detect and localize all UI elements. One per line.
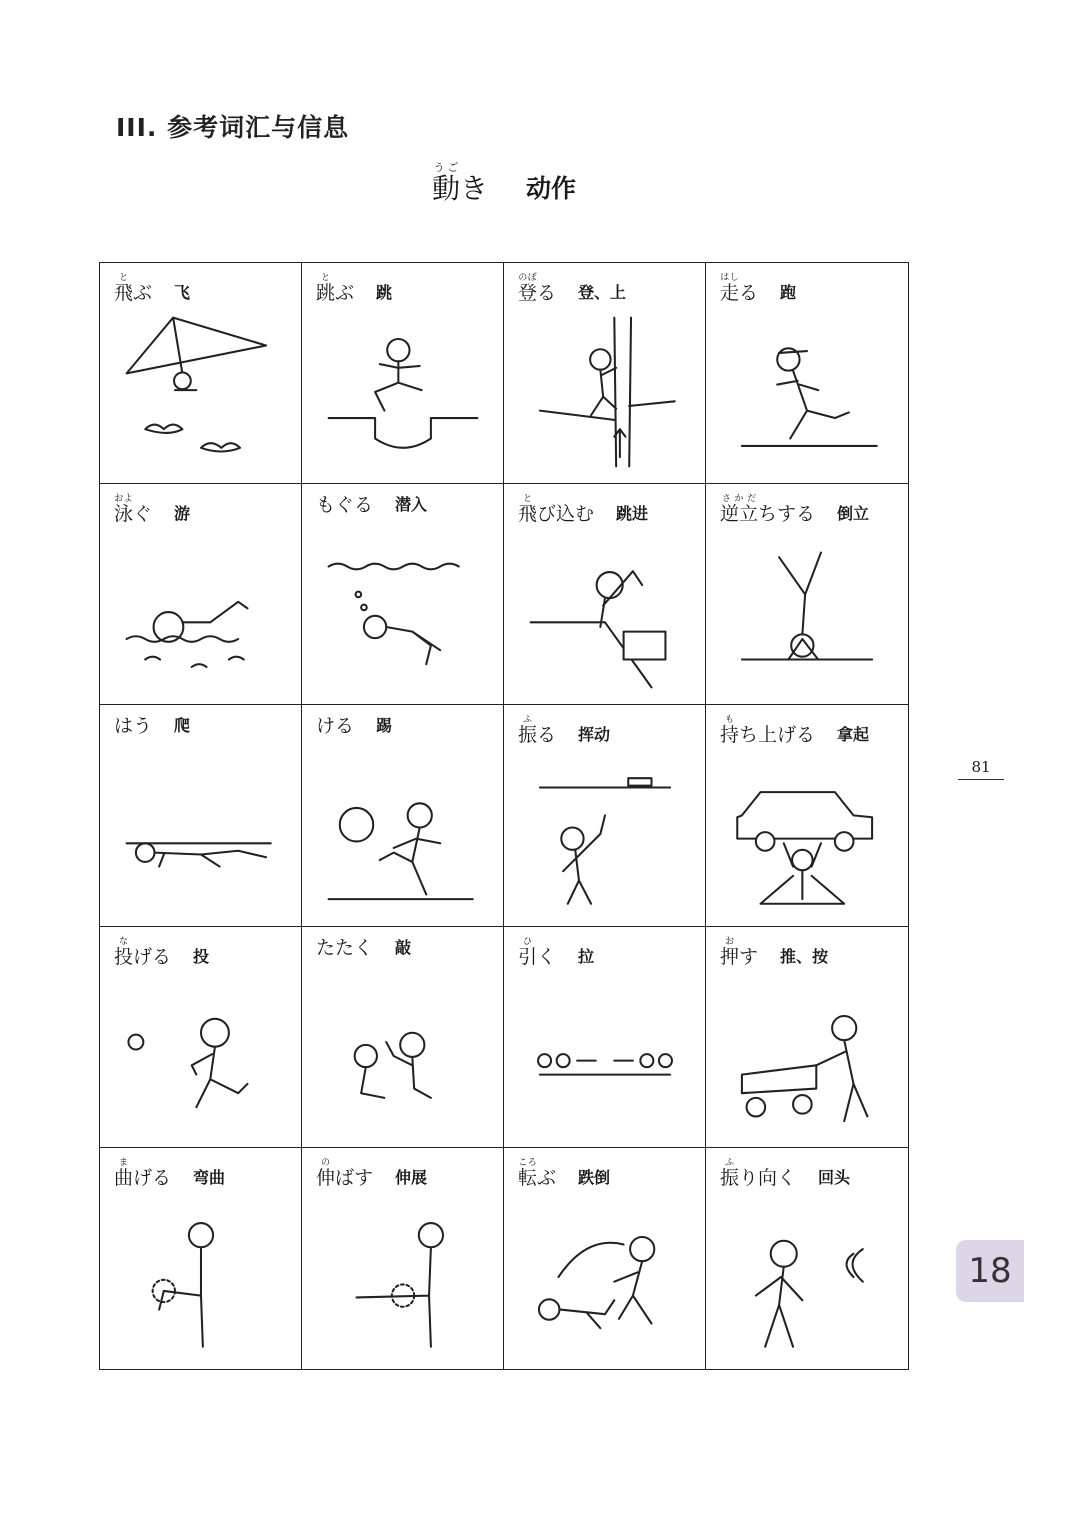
vocab-cell	[504, 263, 706, 484]
vocab-cell	[100, 263, 302, 484]
japanese-word: 走はしる	[720, 273, 759, 304]
vocab-cell	[504, 705, 706, 926]
vocab-caption	[316, 273, 392, 304]
japanese-word: ける	[316, 715, 355, 738]
throwing-icon	[108, 971, 294, 1141]
japanese-word: 振ふり向く	[720, 1157, 797, 1189]
chinese-meaning: 跌倒	[578, 1167, 611, 1187]
japanese-word: 跳とぶ	[316, 273, 355, 304]
japanese-word: 飛とぶ	[114, 273, 153, 304]
title-japanese: 動うごき	[432, 161, 489, 205]
chinese-meaning: 敲	[395, 937, 412, 957]
japanese-word: 転ころぶ	[518, 1157, 557, 1189]
chinese-meaning: 推、按	[780, 946, 829, 966]
chinese-meaning: 回头	[818, 1167, 851, 1187]
chinese-meaning: 飞	[174, 283, 191, 302]
japanese-word: 持もち上げる	[720, 715, 816, 747]
chinese-meaning: 登、上	[578, 283, 627, 302]
vocab-caption	[518, 937, 594, 968]
jump-into-water-icon	[512, 528, 698, 698]
vocab-cell	[100, 484, 302, 705]
title-chinese: 动作	[526, 174, 577, 203]
climbing-tree-icon	[512, 307, 698, 477]
tug-of-war-icon	[512, 971, 698, 1141]
hitting-icon	[310, 971, 496, 1141]
japanese-word: 押おす	[720, 936, 759, 968]
vocab-caption	[518, 494, 648, 525]
lifting-car-icon	[714, 749, 900, 919]
chinese-meaning: 潜入	[395, 495, 428, 515]
vocab-cell	[706, 263, 908, 484]
vocab-caption	[518, 1158, 610, 1189]
vocab-caption	[114, 273, 190, 304]
vocab-cell	[706, 705, 908, 926]
waving-icon	[512, 749, 698, 919]
vocab-cell	[302, 1148, 504, 1369]
section-heading: III. 参考词汇与信息	[116, 113, 350, 142]
vocab-cell	[504, 927, 706, 1148]
vocab-cell	[706, 927, 908, 1148]
vocab-caption	[316, 494, 427, 516]
falling-icon	[512, 1192, 698, 1362]
japanese-word: 登のぼる	[518, 273, 557, 304]
vocab-caption	[114, 1158, 225, 1189]
jumping-icon	[310, 307, 496, 477]
vocab-caption	[720, 1158, 850, 1189]
chinese-meaning: 倒立	[837, 504, 870, 524]
vocab-caption	[720, 715, 869, 746]
vocab-cell	[302, 484, 504, 705]
diving-snorkel-icon	[310, 528, 496, 698]
chinese-meaning: 弯曲	[193, 1167, 226, 1187]
vocab-caption	[518, 273, 626, 304]
vocab-caption	[518, 715, 610, 746]
vocab-caption	[114, 937, 209, 968]
chinese-meaning: 投	[193, 946, 210, 966]
vocabulary-grid	[99, 262, 909, 1370]
vocab-caption	[720, 937, 828, 968]
bending-knee-icon	[108, 1192, 294, 1362]
vocab-caption	[114, 715, 190, 737]
vocab-cell	[100, 927, 302, 1148]
chinese-meaning: 跳	[376, 283, 393, 302]
chinese-meaning: 爬	[174, 716, 191, 736]
swimming-icon	[108, 528, 294, 698]
vocab-cell	[302, 263, 504, 484]
vocab-cell	[302, 927, 504, 1148]
vocab-caption	[316, 715, 392, 737]
chinese-meaning: 跑	[780, 283, 797, 302]
chinese-meaning: 游	[174, 504, 191, 524]
vocab-cell	[504, 484, 706, 705]
vocab-cell	[302, 705, 504, 926]
vocab-cell	[504, 1148, 706, 1369]
japanese-word: 投なげる	[114, 936, 172, 968]
japanese-word: 曲まげる	[114, 1157, 172, 1189]
page-number: 81	[958, 758, 1004, 780]
vocab-cell	[100, 1148, 302, 1369]
vocab-cell	[706, 1148, 908, 1369]
japanese-word: 泳およぐ	[114, 494, 153, 526]
japanese-word: 伸のばす	[316, 1157, 374, 1189]
vocab-caption	[720, 273, 796, 304]
japanese-word: 逆立さかだちする	[720, 494, 816, 526]
hang-glider-icon	[108, 307, 294, 477]
crawling-icon	[108, 749, 294, 919]
vocab-cell	[706, 484, 908, 705]
handstand-icon	[714, 528, 900, 698]
vocab-caption	[720, 494, 869, 525]
chinese-meaning: 伸展	[395, 1167, 428, 1187]
vocab-caption	[114, 494, 190, 525]
japanese-word: たたく	[316, 936, 374, 959]
japanese-word: はう	[114, 715, 153, 738]
turning-head-icon	[714, 1192, 900, 1362]
vocab-caption	[316, 937, 411, 959]
japanese-word: 振ふる	[518, 715, 557, 747]
japanese-word: 引ひく	[518, 936, 557, 968]
chinese-meaning: 拉	[578, 946, 595, 966]
kicking-ball-icon	[310, 749, 496, 919]
stretching-leg-icon	[310, 1192, 496, 1362]
chinese-meaning: 跳进	[616, 504, 649, 524]
japanese-word: 飛とび込む	[518, 494, 595, 526]
chinese-meaning: 挥动	[578, 725, 611, 745]
japanese-word: もぐる	[316, 494, 374, 517]
page-title	[432, 158, 576, 206]
pushing-stroller-icon	[714, 971, 900, 1141]
running-icon	[714, 307, 900, 477]
chinese-meaning: 拿起	[837, 725, 870, 745]
vocab-cell	[100, 705, 302, 926]
chapter-tab: 18	[956, 1240, 1024, 1302]
chinese-meaning: 踢	[376, 716, 393, 736]
vocab-caption	[316, 1158, 427, 1189]
